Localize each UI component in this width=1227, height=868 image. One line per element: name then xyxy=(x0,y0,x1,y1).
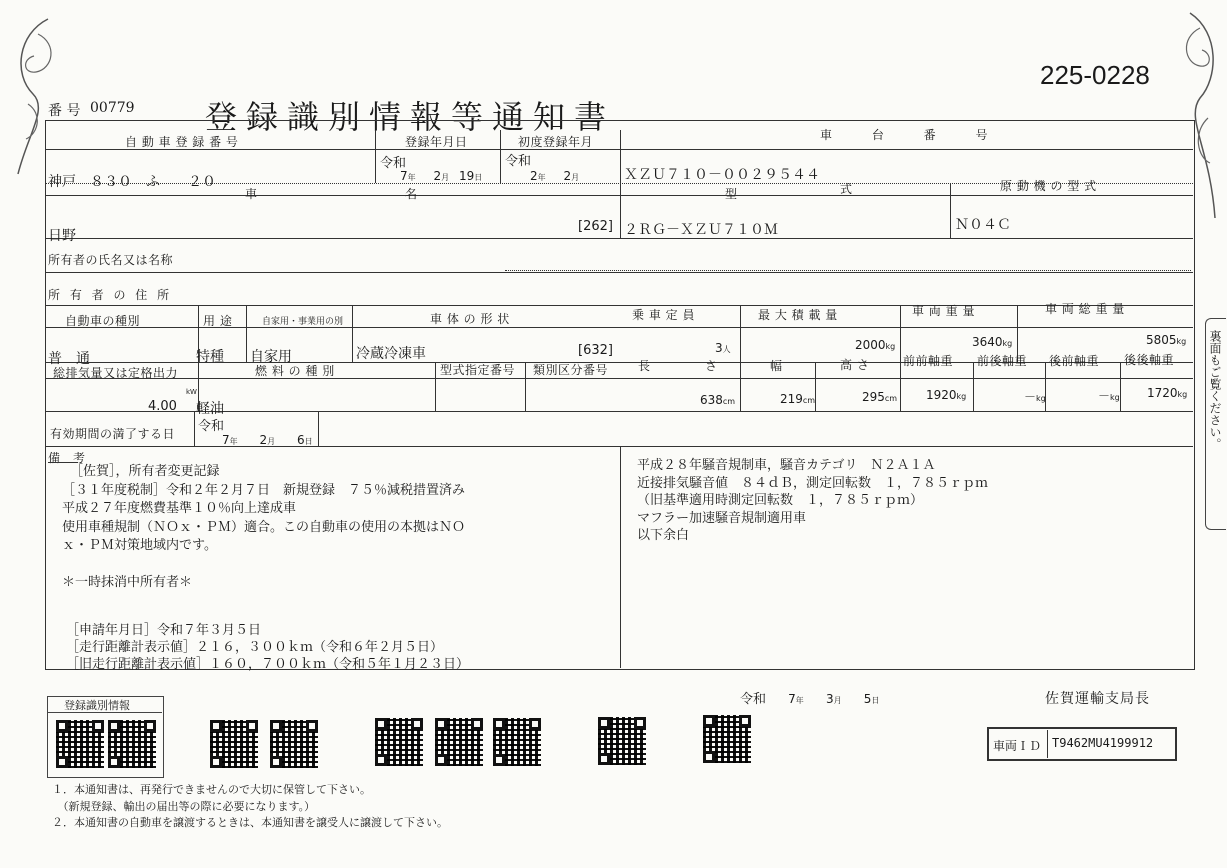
model-label: 型 xyxy=(725,187,738,201)
qr-code-8 xyxy=(598,717,646,765)
fuel-value: 軽油 xyxy=(196,401,224,417)
remark-line: 平成２８年騒音規制車，騒音カテゴリ Ｎ２Ａ１Ａ xyxy=(637,458,936,473)
height-label: 高 さ xyxy=(840,358,870,372)
authority: 佐賀運輸支局長 xyxy=(1045,691,1150,707)
remark-line: ［旧走行距離計表示値］１６０，７００ｋｍ（令和５年１月２３日） xyxy=(66,657,470,672)
height-unit: cm xyxy=(884,394,898,403)
number-value: 00779 xyxy=(90,100,135,116)
gross-value xyxy=(1146,333,1186,347)
kind-label: 自動車の種別 xyxy=(65,314,141,328)
gross-label: 車 両 総 重 量 xyxy=(1045,302,1125,316)
first-year-unit: 年 xyxy=(537,173,546,182)
reg-date xyxy=(390,169,482,183)
expiry-month-unit: 月 xyxy=(267,437,276,446)
weight-value xyxy=(972,335,1012,349)
rf-axle-value xyxy=(1098,387,1120,404)
type-approval-label: 型式指定番号 xyxy=(440,363,516,377)
expiry-label: 有効期間の満了する日 xyxy=(50,427,176,441)
reg-year-unit: 年 xyxy=(407,173,416,182)
qr-code-2 xyxy=(108,720,156,768)
first-reg-label: 初度登録年月 xyxy=(518,135,594,149)
width-unit: cm xyxy=(802,396,816,405)
rr-axle-unit: kg xyxy=(1177,390,1188,399)
car-label: 車 xyxy=(245,187,258,201)
weight-unit: kg xyxy=(1002,339,1013,348)
reg-number-label: 自 動 車 登 録 番 号 xyxy=(125,135,239,149)
ff-axle-label: 前前軸重 xyxy=(903,354,954,368)
gross-unit: kg xyxy=(1176,337,1187,346)
footer-note: １．本通知書は、再発行できませんので大切に保管して下さい。 xyxy=(52,783,371,796)
length-unit: cm xyxy=(722,397,736,406)
remarks-left xyxy=(62,463,465,593)
use-label: 用 途 xyxy=(203,314,233,328)
remark-line: ｘ・ＰＭ対策地域内です。 xyxy=(62,538,217,553)
qr-code-7 xyxy=(493,718,541,766)
owner-address-label: 所 有 者 の 住 所 xyxy=(48,288,173,302)
number-label: 番 号 xyxy=(48,103,81,119)
footer-notes xyxy=(52,782,448,832)
vehicle-id-label: 車両ＩＤ xyxy=(993,739,1042,753)
capacity-number: 3 xyxy=(715,341,723,355)
reg-day-unit: 日 xyxy=(474,173,483,182)
length-label: 長 xyxy=(638,359,651,373)
displacement-label: 総排気量又は定格出力 xyxy=(53,366,179,380)
rr-axle-number: 1720 xyxy=(1147,386,1178,400)
remark-line: 近接排気騒音値 ８４ｄＢ，測定回転数 １，７８５ｒｐｍ xyxy=(637,475,989,491)
plate-number: 神戸 ８３０ ふ ２０ xyxy=(48,174,216,190)
remark-line xyxy=(62,556,465,575)
remark-line: ［佐賀］，所有者変更記録 xyxy=(70,464,220,479)
first-month: 2 xyxy=(563,169,572,183)
first-month-unit: 月 xyxy=(571,173,580,182)
reg-month: 2 xyxy=(433,169,442,183)
vehicle-private: 自家用 xyxy=(250,349,292,365)
footer-note: （新規登録、輸出の届出等の際に必要になります。） xyxy=(52,799,316,813)
displacement-unit: kW xyxy=(186,388,197,396)
rr-axle-value xyxy=(1147,386,1187,400)
owner-name-label: 所有者の氏名又は名称 xyxy=(48,253,174,267)
reg-day: 19 xyxy=(458,169,475,183)
engine-label: 原 動 機 の 型 式 xyxy=(1000,179,1097,193)
width-number: 219 xyxy=(780,392,803,406)
issue-date xyxy=(740,688,879,707)
reg-era: 令和 xyxy=(380,156,407,171)
width-label: 幅 xyxy=(770,359,783,373)
ff-axle-value xyxy=(926,388,966,402)
vehicle-kind: 普 通 xyxy=(48,351,90,367)
max-load-number: 2000 xyxy=(855,338,886,352)
body-shape: 冷蔵冷凍車 xyxy=(356,346,426,362)
remark-line: ［３１年度税制］令和２年２月７日 新規登録 ７５％減税措置済み xyxy=(62,482,466,498)
engine-value: Ｎ０４Ｃ xyxy=(955,217,1011,233)
rf-axle-label: 後前軸重 xyxy=(1049,354,1100,368)
capacity-unit: 人 xyxy=(722,345,731,354)
first-year: 2 xyxy=(530,169,538,183)
max-load-unit: kg xyxy=(885,342,896,351)
car-name: 日野 xyxy=(48,228,76,244)
remark-line: 以下余白 xyxy=(637,528,690,543)
remarks-left-bottom xyxy=(66,622,469,673)
issue-year-unit: 年 xyxy=(795,696,804,705)
reg-month-unit: 月 xyxy=(441,173,450,182)
height-value xyxy=(862,390,897,404)
qr-code-3 xyxy=(210,720,258,768)
first-reg-era: 令和 xyxy=(505,154,532,169)
height-number: 295 xyxy=(862,390,885,404)
car-code: [262] xyxy=(578,219,613,234)
chassis-number: ＸＺＵ７１０－００２９５４４ xyxy=(624,167,820,183)
issue-day: 5 xyxy=(863,692,872,706)
issue-month: 3 xyxy=(825,692,834,706)
reg-year: 7 xyxy=(400,169,408,183)
expiry-month: 2 xyxy=(259,433,268,447)
private-label: 自家用・事業用の別 xyxy=(262,317,344,327)
remark-line: ＊一時抹消中所有者＊ xyxy=(62,575,193,590)
rr-axle-label: 後後軸重 xyxy=(1124,353,1175,367)
remark-line: 使用車種規制（ＮＯｘ・ＰＭ）適合。この自動車の使用の本拠はＮＯ xyxy=(62,519,466,535)
ff-axle-number: 1920 xyxy=(926,388,957,402)
remarks-right xyxy=(637,457,988,545)
side-note: 裏面もご覧ください。 xyxy=(1208,330,1222,450)
expiry-year: 7 xyxy=(222,433,230,447)
qr-code-6 xyxy=(435,718,483,766)
stamp-number: 225-0228 xyxy=(1040,60,1150,90)
gross-number: 5805 xyxy=(1146,333,1177,347)
width-value xyxy=(780,392,815,406)
first-reg-date xyxy=(530,169,579,183)
vehicle-id: T9462MU4199912 xyxy=(1052,736,1154,750)
remark-line: ［走行距離計表示値］２１６，３００ｋｍ（令和６年２月５日） xyxy=(66,640,444,655)
model-value: ２ＲＧ－ＸＺＵ７１０Ｍ xyxy=(624,222,778,238)
fr-axle-number: － xyxy=(1024,390,1037,404)
fr-axle-unit: kg xyxy=(1036,394,1046,403)
fr-axle-label: 前後軸重 xyxy=(977,354,1028,368)
issue-era: 令和 xyxy=(740,692,767,707)
qr-code-9 xyxy=(703,715,751,763)
remarks-label: 備 考 xyxy=(48,451,86,465)
fuel-label: 燃 料 の 種 別 xyxy=(255,364,335,378)
expiry-date xyxy=(222,433,313,447)
expiry-day: 6 xyxy=(296,433,305,447)
reg-date-label: 登録年月日 xyxy=(405,135,468,149)
length-value xyxy=(700,393,735,407)
remark-line: ［申請年月日］令和７年３月５日 xyxy=(66,623,262,638)
footer-note: ２．本通知書の自動車を譲渡するときは、本通知書を譲受人に譲渡して下さい。 xyxy=(52,816,448,829)
name-label: 名 xyxy=(405,187,418,201)
document-title: 登録識別情報等通知書 xyxy=(205,98,616,136)
qr-code-4 xyxy=(270,720,318,768)
issue-day-unit: 日 xyxy=(871,696,880,705)
vehicle-use: 特種 xyxy=(196,349,224,365)
weight-number: 3640 xyxy=(972,335,1003,349)
qr-code-1 xyxy=(56,720,104,768)
expiry-era: 令和 xyxy=(198,419,225,434)
issue-year: 7 xyxy=(788,692,796,706)
displacement-value: 4.00 xyxy=(148,399,177,414)
expiry-day-unit: 日 xyxy=(304,437,313,446)
fr-axle-value xyxy=(1024,388,1046,405)
chassis-label: 車 台 番 号 xyxy=(820,128,1006,142)
body-label: 車 体 の 形 状 xyxy=(430,312,510,326)
weight-label: 車 両 重 量 xyxy=(912,304,975,318)
length-number: 638 xyxy=(700,393,723,407)
issue-month-unit: 月 xyxy=(833,696,842,705)
class-label: 類別区分番号 xyxy=(533,363,609,377)
remark-line: マフラー加速騒音規制適用車 xyxy=(637,510,807,526)
capacity-value xyxy=(715,341,731,355)
rf-axle-unit: kg xyxy=(1110,393,1120,402)
ff-axle-unit: kg xyxy=(956,392,967,401)
body-code: [632] xyxy=(578,343,613,358)
max-load-value xyxy=(855,338,895,352)
qr-code-5 xyxy=(375,718,423,766)
remark-line: （旧基準適用時測定回転数 １，７８５ｒｐｍ） xyxy=(637,493,924,508)
expiry-year-unit: 年 xyxy=(229,437,238,446)
capacity-label: 乗 車 定 員 xyxy=(632,308,695,322)
max-load-label: 最 大 積 載 量 xyxy=(758,308,838,322)
remark-line: 平成２７年度燃費基準１０％向上達成車 xyxy=(62,501,297,516)
length-label-2: さ xyxy=(705,359,718,373)
rf-axle-number: － xyxy=(1098,389,1111,403)
qr-label: 登録識別情報 xyxy=(64,699,130,712)
type-label: 式 xyxy=(840,182,853,196)
